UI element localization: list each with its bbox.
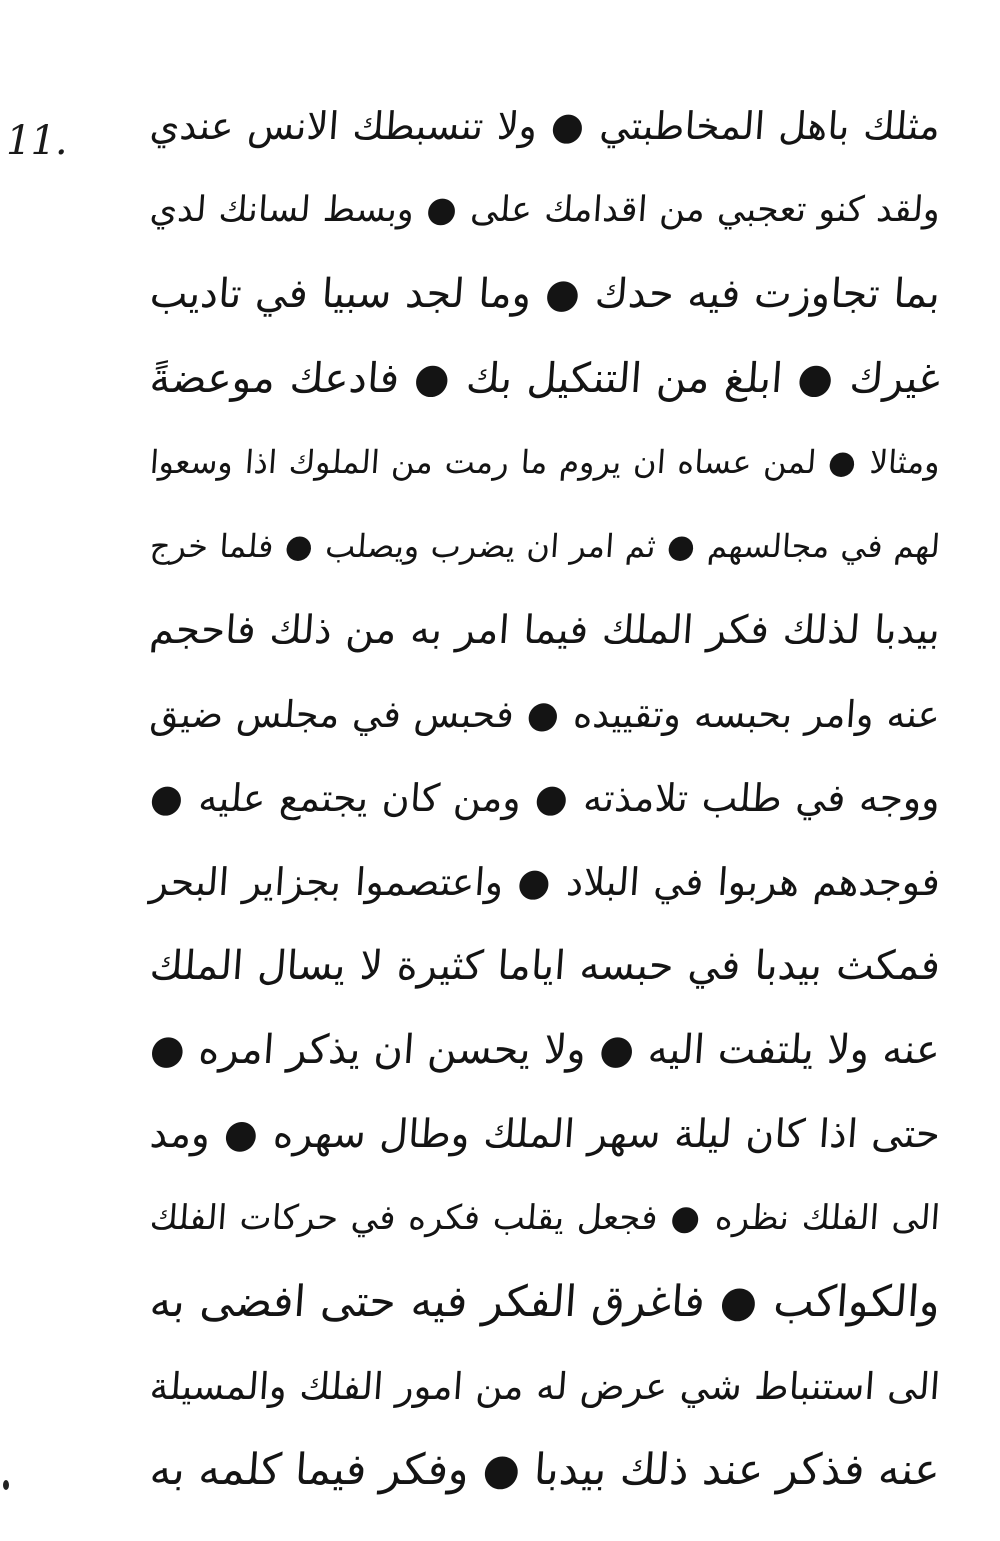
text-line [150,168,940,252]
text-line-content: مثلك باهل المخاطبتي ● ولا تنسبطك الانس عندي [148,104,942,148]
text-line [150,756,940,840]
text-line [150,840,940,924]
text-line [150,1008,940,1092]
text-line-content: فوجدهم هربوا في البلاد ● واعتصموا بجزاير البحر [148,860,942,904]
text-line [150,1344,940,1428]
text-line-content: عنه وامر بحبسه وتقييده ● فحبس في مجلس ضيق [148,692,942,736]
text-line [150,672,940,756]
text-line-content: بما تجاوزت فيه حدك ● وما لجد سبيا في تاديب [148,271,942,317]
ink-speck [3,1480,9,1490]
text-line-content: والكواكب ● فاغرق الفكر فيه حتى افضى به [148,1276,942,1327]
text-line-content: ووجه في طلب تلامذته ● ومن كان يجتمع عليه ● [148,776,942,820]
text-line [150,1260,940,1344]
text-line-content: عنه فذكر عند ذلك بيدبا ● وفكر فيما كلمه به [148,1444,942,1495]
text-line [150,1176,940,1260]
text-line-content: فمكث بيدبا في حبسه اياما كثيرة لا يسال الملك [148,943,942,989]
text-line-content: غيرك ● ابلغ من التنكيل بك ● فادعك موعضةً [148,353,942,402]
text-line [150,336,940,420]
text-line [150,420,940,504]
text-line-content: الى استنباط شي عرض له من امور الفلك والمسيلة [148,1364,942,1408]
text-line [150,924,940,1008]
text-line-content: ولقد كنو تعجبي من اقدامك على ● وبسط لسانك لدي [148,189,942,230]
text-line [150,84,940,168]
text-line-content: الى الفلك نظره ● فجعل يقلب فكره في حركات الفلك [148,1198,942,1238]
text-line [150,588,940,672]
text-line-content: لهم في مجالسهم ● ثم امر ان يضرب ويصلب ● فلما خرج [148,527,942,565]
text-line [150,1092,940,1176]
text-line-content: ومثالا ● لمن عساه ان يروم ما رمت من الملوك اذا وسعوا [148,443,942,481]
text-line-content: عنه ولا يلتفت اليه ● ولا يحسن ان يذكر امره ● [148,1027,942,1073]
text-line [150,252,940,336]
text-line-content: بيدبا لذلك فكر الملك فيما امر به من ذلك فاحجم [148,607,942,653]
text-line-content: حتى اذا كان ليلة سهر الملك وطال سهره ● ومد [148,1111,942,1157]
text-line [150,504,940,588]
manuscript-text-block [150,84,940,1512]
folio-number: 11. [6,118,67,164]
text-line [150,1428,940,1512]
